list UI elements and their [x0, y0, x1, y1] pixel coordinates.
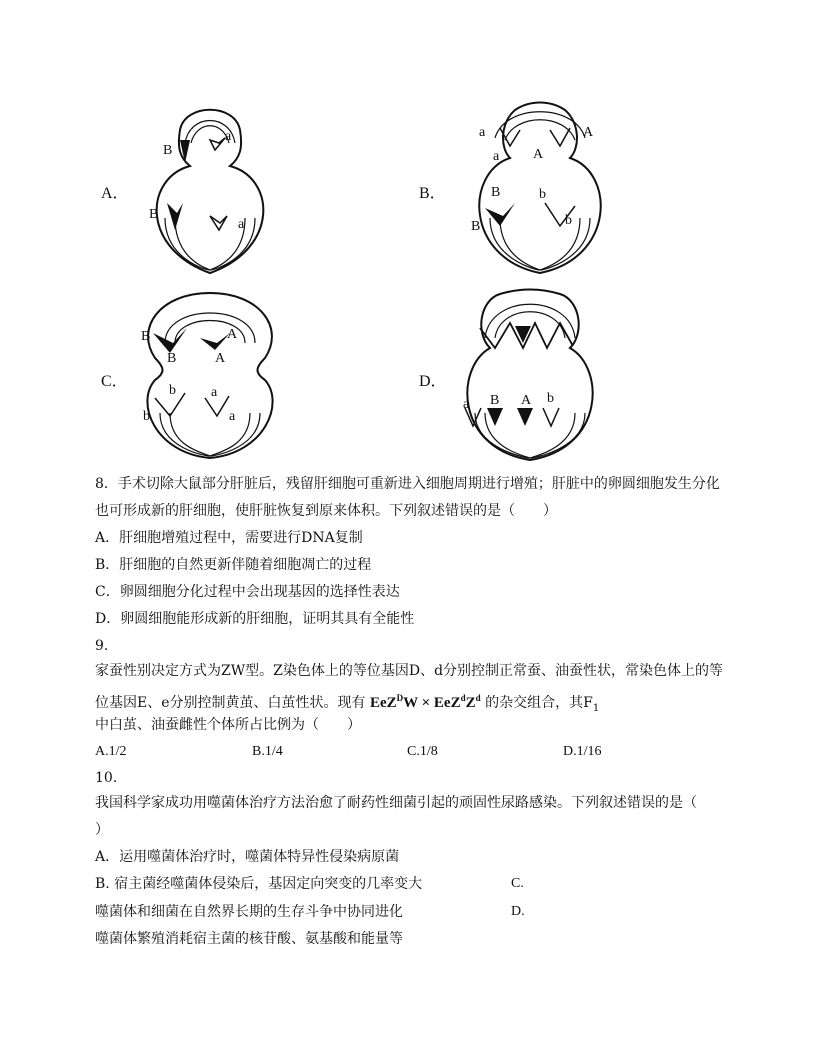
cell-diagram-b	[465, 98, 615, 280]
cell-diagram-a	[135, 98, 285, 280]
gene-label: B	[163, 143, 173, 158]
q9-stem-line1: 家蚕性别决定方式为ZW型。Z染色体上的等位基因D、d分别控制正常蚕、油蚕性状，常染色体上的等	[95, 663, 724, 679]
gene-label: B	[490, 393, 500, 408]
gene-label: a	[229, 409, 236, 424]
gene-label: a	[479, 125, 486, 140]
q10-stem-line2: ）	[95, 822, 109, 838]
option-d-label: D．	[419, 373, 447, 390]
q10-option-b[interactable]: B. 宿主菌经噬菌体侵染后，基因定向突变的几率变大	[95, 876, 423, 892]
gene-label: b	[547, 391, 554, 406]
gene-label: A	[583, 125, 594, 140]
gene-label: a	[493, 149, 500, 164]
cell-diagram-d	[455, 288, 605, 470]
q8-stem-line1: 8．手术切除大鼠部分肝脏后，残留肝细胞可重新进入细胞周期进行增殖；肝脏中的卵圆细胞发生分化	[95, 476, 720, 492]
gene-label: A	[521, 393, 532, 408]
option-c-label: C．	[101, 373, 128, 390]
option-a-label: A．	[101, 185, 129, 202]
gene-label: b	[565, 213, 572, 228]
q9-option-d[interactable]: D.1/16	[563, 744, 602, 759]
q9-stem-pre: 位基因E、e分别控制黄茧、白茧性状。现有	[95, 695, 366, 711]
q10-option-d-text[interactable]: 噬菌体繁殖消耗宿主菌的核苷酸、氨基酸和能量等	[95, 931, 403, 947]
gene-label: B	[149, 207, 159, 222]
cell-diagram-c	[135, 288, 285, 470]
q8-option-c[interactable]: C．卵圆细胞分化过程中会出现基因的选择性表达	[95, 584, 400, 600]
gene-label: A	[215, 351, 226, 366]
gene-label: a	[211, 385, 218, 400]
q8-stem-line2: 也可形成新的肝细胞，使肝脏恢复到原来体积。下列叙述错误的是（ ）	[95, 503, 557, 519]
gene-label: a	[238, 217, 245, 232]
q9-option-c[interactable]: C.1/8	[407, 744, 438, 759]
gene-label: a	[225, 129, 232, 144]
q10-stem-line1: 我国科学家成功用噬菌体治疗方法治愈了耐药性细菌引起的顽固性尿路感染。下列叙述错误的是（	[95, 795, 697, 811]
option-b-label: B．	[419, 185, 446, 202]
gene-label: b	[143, 409, 150, 424]
gene-label: A	[227, 327, 238, 342]
q8-option-b[interactable]: B．肝细胞的自然更新伴随着细胞凋亡的过程	[95, 557, 372, 573]
gene-label: b	[539, 187, 546, 202]
q10-option-d-label[interactable]: D.	[511, 904, 525, 919]
gene-label: B	[491, 185, 501, 200]
q9-number: 9.	[95, 638, 109, 654]
q8-option-d[interactable]: D．卵圆细胞能形成新的肝细胞，证明其具有全能性	[95, 611, 415, 627]
q10-option-a[interactable]: A．运用噬菌体治疗时，噬菌体特异性侵染病原菌	[95, 849, 400, 865]
q9-f1-sub: 1	[592, 702, 600, 714]
gene-label: a	[463, 397, 470, 412]
q8-option-a[interactable]: A．肝细胞增殖过程中，需要进行DNA复制	[95, 530, 363, 546]
q9-cross-formula: $EeZ^DW \times EeZ^dZ^d$	[369, 693, 481, 711]
gene-label: A	[533, 147, 544, 162]
gene-label: b	[169, 383, 176, 398]
q9-stem-post: 的杂交组合，其F	[485, 695, 593, 711]
gene-label: B	[471, 219, 481, 234]
q9-stem-line3: 中白茧、油蚕雌性个体所占比例为（ ）	[95, 717, 361, 733]
q10-option-c-label[interactable]: C.	[511, 876, 524, 891]
q9-option-b[interactable]: B.1/4	[252, 744, 283, 759]
gene-label: B	[141, 329, 151, 344]
q9-option-a[interactable]: A.1/2	[95, 744, 127, 759]
q10-option-c-text[interactable]: 噬菌体和细菌在自然界长期的生存斗争中协同进化	[95, 904, 403, 920]
q10-number: 10.	[95, 770, 118, 786]
gene-label: B	[167, 351, 177, 366]
